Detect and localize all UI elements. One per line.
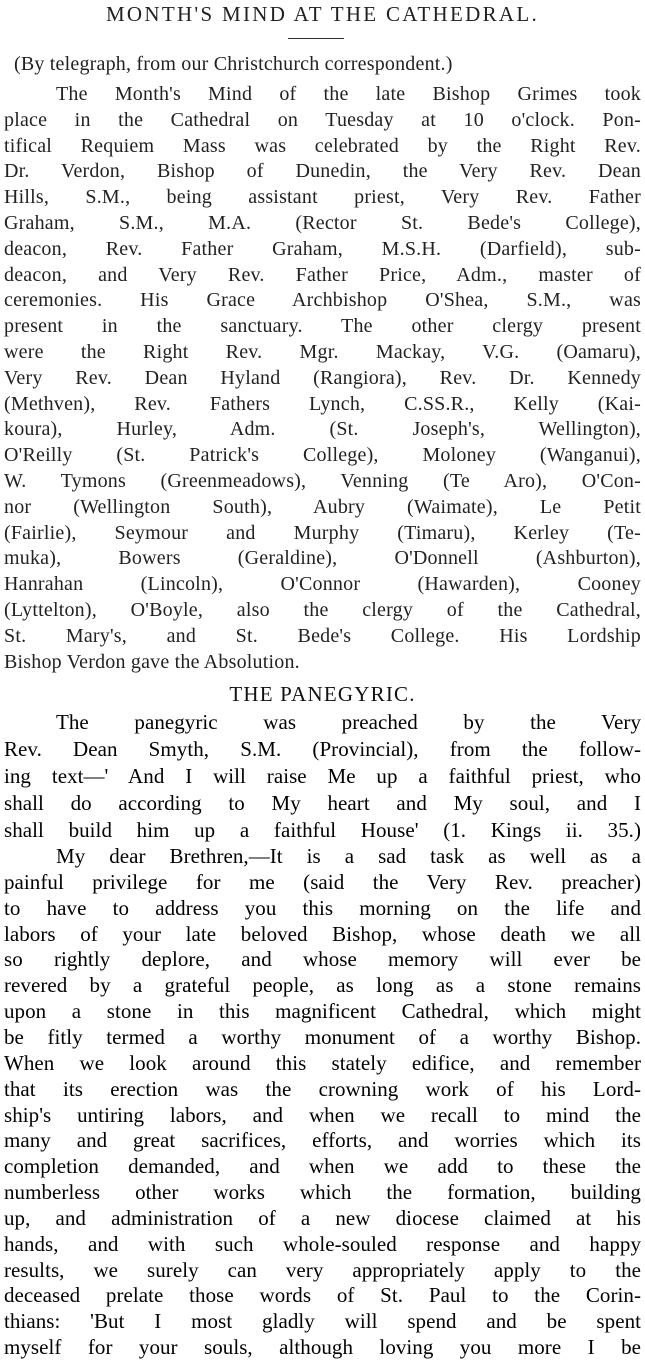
text-line: ship's untiring labors, and when we recall to mind the [4,1102,641,1127]
text-line: (Lyttelton), O'Boyle, also the clergy of the Cathedral, [4,599,641,621]
text-line: ceremonies. His Grace Archbishop O'Shea, S.M., was [4,289,641,312]
text-line: up, and administration of a new diocese claimed at his [4,1205,641,1230]
text-line: Hanrahan (Lincoln), O'Connor (Hawarden), Cooney [4,573,641,596]
text-line: many and great sacrifices, efforts, and worries which its [4,1128,641,1153]
text-line: labors of your late beloved Bishop, whose death we all [4,921,641,946]
text-line: St. Mary's, and St. Bede's College. His Lordship [4,624,641,647]
text-line: deacon, Rev. Father Graham, M.S.H. (Darfield), sub- [4,237,641,260]
text-line: tifical Requiem Mass was celebrated by the Right Rev. [4,134,641,157]
text-line: koura), Hurley, Adm. (St. Joseph's, Wellington), [4,418,641,441]
text-line: present in the sanctuary. The other clergy present [4,315,641,338]
text-line: Graham, S.M., M.A. (Rector St. Bede's College), [4,212,641,234]
text-line: myself for your souls, although loving you more I be [4,1335,641,1360]
text-line: thians: 'But I most gladly will spend and be spent [4,1309,641,1334]
text-line: nor (Wellington South), Aubry (Waimate), Le Petit [4,495,641,518]
text-line: Bishop Verdon gave the Absolution. [4,650,300,673]
text-line: Dr. Verdon, Bishop of Dunedin, the Very Rev. Dean [4,160,641,183]
text-line: W. Tymons (Greenmeadows), Venning (Te Aro), O'Con- [4,470,641,492]
text-line: The Month's Mind of the late Bishop Grimes took [56,83,641,105]
text-line: Very Rev. Dean Hyland (Rangiora), Rev. Dr. Kennedy [4,366,641,389]
byline: (By telegraph, from our Christchurch correspondent.) [14,53,453,75]
text-line: O'Reilly (St. Patrick's College), Moloney (Wanganui), [4,444,641,467]
text-line: deacon, and Very Rev. Father Price, Adm., master of [4,263,641,286]
text-line: painful privilege for me (said the Very Rev. preacher) [4,869,641,894]
text-line: Hills, S.M., being assistant priest, Very Rev. Father [4,186,641,209]
text-line: so rightly deplore, and whose memory will ever be [4,947,641,972]
text-line: My dear Brethren,—It is a sad task as well as a [56,844,641,868]
text-line: shall build him up a faithful House' (1. Kings ii. 35.) [4,818,641,842]
text-line: The panegyric was preached by the Very [56,710,641,734]
text-line: revered by a grateful people, as long as a stone remains [4,973,641,998]
text-line: shall do according to My heart and My soul, and I [4,791,641,815]
text-line: (Fairlie), Seymour and Murphy (Timaru), Kerley (Te- [4,521,641,544]
text-line: place in the Cathedral on Tuesday at 10 o'clock. Pon- [4,108,641,131]
text-line: (Methven), Rev. Fathers Lynch, C.SS.R., Kelly (Kai- [4,392,641,415]
text-line: upon a stone in this magnificent Cathedral, which might [4,999,641,1024]
text-line: that its erection was the crowning work of his Lord- [4,1076,641,1101]
text-line: numberless other works which the formation, building [4,1180,641,1205]
text-line: completion demanded, and when we add to these the [4,1154,641,1179]
section-heading: THE PANEGYRIC. [229,682,416,706]
article-title: MONTH'S MIND AT THE CATHEDRAL. [105,2,540,26]
text-line: hands, and with such whole-souled response and happy [4,1231,641,1256]
text-line: results, we surely can very appropriately apply to the [4,1257,641,1282]
text-line: were the Right Rev. Mgr. Mackay, V.G. (Oamaru), [4,341,641,363]
text-line: When we look around this stately edifice, and remember [4,1050,641,1075]
text-line: deceased prelate those words of St. Paul to the Corin- [4,1283,641,1308]
text-line: be fitly termed a worthy monument of a worthy Bishop. [4,1024,641,1049]
text-line: muka), Bowers (Geraldine), O'Donnell (Ashburton), [4,547,641,570]
text-line: Rev. Dean Smyth, S.M. (Provincial), from the follow- [4,737,641,761]
title-divider [288,38,344,39]
text-line: to have to address you this morning on the life and [4,895,641,920]
text-line: ing text—' And I will raise Me up a faithful priest, who [4,764,641,788]
